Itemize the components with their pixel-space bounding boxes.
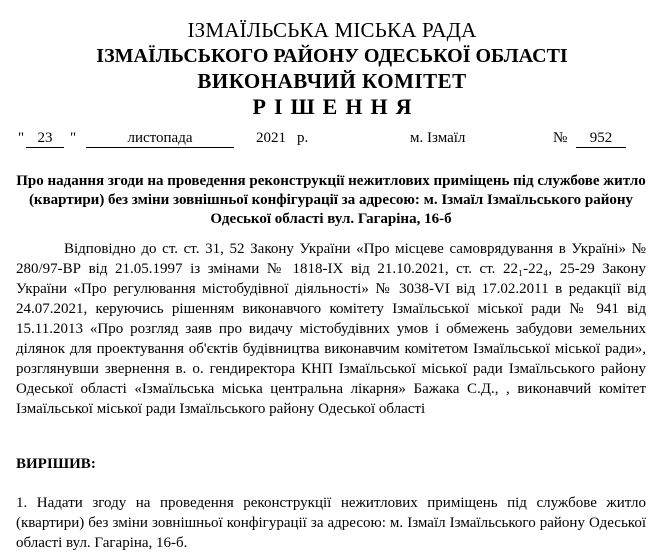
- date-day: 23: [26, 130, 64, 148]
- date-year: 2021: [256, 130, 286, 146]
- year-suffix: р.: [297, 130, 309, 146]
- quote-close: ": [70, 130, 77, 146]
- quote-open: ": [18, 130, 25, 146]
- decision-number: 952: [576, 130, 626, 148]
- document-type: РІШЕННЯ: [252, 94, 420, 119]
- district-name: ІЗМАЇЛЬСЬКОГО РАЙОНУ ОДЕСЬКОЇ ОБЛАСТІ: [96, 45, 568, 67]
- resolution-item: 1. Надати згоду на проведення реконструкції нежитлових приміщень під службове житло (квартири) без зміни зовнішньої конфігурації за адресою: м. Ізмаїл Ізмаїльського району Одеської області вул. Гагаріна, 16-б.: [16, 495, 646, 551]
- preamble-paragraph: Відповідно до ст. ст. 31, 52 Закону України «Про місцеве самоврядування в Україні» № 280/97-ВР від 21.05.1997 із змінами № 1818-IX від 21.10.2021, ст. ст. 22₁-22₄, 25-29 Закону України «Про регулювання містобудівної діяльності» № 3038-VI від 17.02.2011 в редакції від 24.07.2021, керуючись рішенням виконавчого комітету Ізмаїльської міської ради № 941 від 15.11.2013 «Про розгляд заяв про видачу містобудівних умов і обмежень забудови земельних ділянок для проектування об'єктів будівництва виконавчим комітетом Ізмаїльської міської ради», розглянувши звернення в. о. гендиректора КНП Ізмаїльської міської ради Ізмаїльського району Одеської області «Ізмаїльська міська центральна лікарня» Бажака С.Д., , виконавчий комітет Ізмаїльської міської ради Ізмаїльського району Одеської області: [16, 241, 646, 417]
- dateline: [0, 130, 664, 152]
- date-month: листопада: [86, 130, 234, 148]
- number-label: №: [553, 130, 568, 146]
- city: м. Ізмаїл: [410, 130, 466, 146]
- council-name: ІЗМАЇЛЬСЬКА МІСЬКА РАДА: [187, 18, 477, 42]
- decision-subject: Про надання згоди на проведення реконструкції нежитлових приміщень під службове житло (квартири) без зміни зовнішньої конфігурації за адресою: м. Ізмаїл Ізмаїльського району Одеської області вул. Гагаріна, 16-б: [16, 173, 646, 227]
- resolved-heading: ВИРІШИВ:: [16, 456, 96, 472]
- committee-name: ВИКОНАВЧИЙ КОМІТЕТ: [197, 69, 467, 93]
